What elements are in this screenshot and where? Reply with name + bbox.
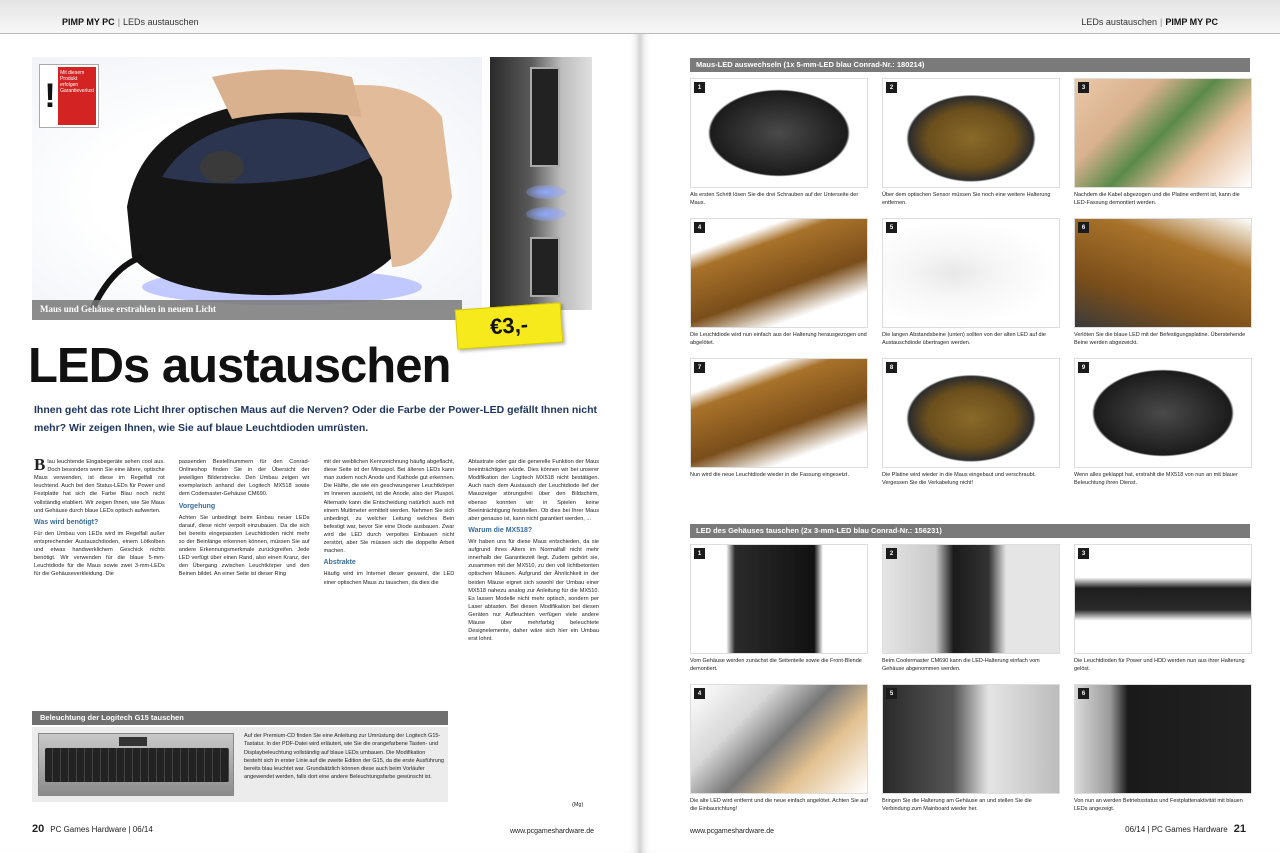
body-column-4 (468, 458, 599, 803)
topic-label: LEDs austauschen (123, 17, 199, 27)
step-number: 5 (886, 222, 897, 233)
step-card (882, 684, 1060, 824)
step-card (1074, 78, 1252, 218)
infobox-text: Auf der Premium-CD finden Sie eine Anleitung zur Umrüstung der Logitech G15-Tastatur. In der PDF-Datei wird erläutert, wie Sie die orangefarbene Tasten- und Displaybeleuchtung vollständig auf blaue LEDs umbauen. Die Modifikation besteht sich in erster Linie auf die zweite Edition der G15, da die erste Ausführung bereits blau leuchtet war. Grundsätzlich können diese auch beim Vorläufer angewendet werden, falls dort eine andere Beleuchtungsfarbe gewünscht ist. (244, 733, 444, 781)
step-number: 3 (1078, 548, 1089, 559)
drive-bay (530, 67, 560, 167)
blue-led-glow (526, 207, 566, 221)
body-text: Wir haben uns für diese Maus entschieden, da sie aufgrund ihres Alters im Normalfall nicht mehr innerhalb der Garantiezeit liegt. Zudem gehört sie, zusammen mit der MX510, zu den voll lichtbetonten optischen Mäusen. Aufgrund der Ähnlichkeit in der beiden Mäuse eignet sich sowohl der Umbau einer MX518 nahezu analog zur Anleitung für die MX510. Es lassen Modelle nicht mehr optisch, sondern per Laser abtasten. Bei diesen Modifikation bei diesen Geräten nur Aufleuchten verfügen viele andere Mäuse über mehrfarbig beleuchtete Designelemente, daher wäre sich hier ein Umbau erst lohnt. (468, 539, 599, 643)
step-caption: Wenn alles geklappt hat, erstrahlt die MX518 von nun an mit blauer Beleuchtung ihren Dienst. (1074, 472, 1238, 486)
step-photo (1074, 218, 1252, 328)
step-photo (882, 78, 1060, 188)
step-photo (690, 684, 868, 794)
step-photo (1074, 684, 1252, 794)
step-caption: Nun wird die neue Leuchtdiode wieder in die Fassung eingesetzt. (690, 472, 849, 478)
keyboard-keys (45, 748, 229, 782)
step-number: 3 (1078, 82, 1089, 93)
step-photo (882, 218, 1060, 328)
subheading: Was wird benötigt? (34, 518, 99, 526)
body-text: Häufig wird im Internet dieser gewarnt, die LED einer optischen Maus zu tauschen, da dies die (323, 571, 455, 586)
body-text: lau leuchtende Eingabegeräte sehen cool aus. Doch besonders wenn Sie eine ältere, optische Maus verwenden, ist diese im Regelfall rot leuchtend. Auch bei den Status-LEDs für Power und Festplatte hat sich die Farbe Blau noch nicht vollständig etabliert. Wir zeigen Ihnen, wie Sie Maus und Gehäuse durch blaue LEDs optisch aufwerten. (34, 459, 165, 514)
step-photo (690, 78, 868, 188)
step-photo (690, 544, 868, 654)
case-steps (690, 544, 1252, 824)
step-number: 1 (694, 548, 705, 559)
step-caption: Beim Coolermaster CM690 kann die LED-Halterung einfach vom Gehäuse abgenommen werden. (882, 658, 1040, 672)
left-running-head: PIMP MY PC | LEDs austauschen (62, 17, 199, 27)
step-number: 2 (886, 82, 897, 93)
right-url: www.pcgameshardware.de (690, 828, 775, 835)
right-running-head: LEDs austauschen | PIMP MY PC (1081, 17, 1218, 27)
step-number: 4 (694, 688, 705, 699)
step-caption: Die Leuchtdioden für Power und HDD werden nun aus ihrer Halterung gelöst. (1074, 658, 1245, 672)
article-title: LEDs austauschen (28, 339, 451, 393)
warning-icon (40, 65, 98, 127)
step-photo (1074, 358, 1252, 468)
step-caption: Nachdem die Kabel abgezogen und die Platine entfernt ist, kann die LED-Fassung demontiert werden. (1074, 192, 1240, 206)
step-card (1074, 218, 1252, 358)
hero-caption: Maus und Gehäuse erstrahlen in neuem Licht (32, 300, 462, 320)
section-label: PIMP MY PC (1165, 17, 1218, 27)
infobox-title: Beleuchtung der Logitech G15 tauschen (32, 711, 448, 725)
drop-cap: B (34, 458, 46, 474)
step-card (690, 358, 868, 498)
subheading: Vorgehung (178, 502, 216, 510)
step-photo (690, 218, 868, 328)
body-text: passenden Bestellnummern für den Conrad-Onlineshop finden Sie in der Übersicht der jeweiligen Bilderstrecke. Den Umbau zeigen wir exemplarisch anhand der Logitech MX518 sowie dem Codemaster-Gehäuse CM690. (178, 459, 310, 498)
exclamation-icon: ! (42, 67, 58, 125)
step-card (882, 78, 1060, 218)
mouse-steps (690, 78, 1252, 498)
mouse-photo (32, 57, 482, 310)
step-card (690, 544, 868, 684)
step-photo (690, 358, 868, 468)
infobox (32, 727, 448, 802)
step-card (1074, 684, 1252, 824)
step-card (1074, 358, 1252, 498)
left-url: www.pcgameshardware.de (510, 828, 595, 835)
article-lead: Ihnen geht das rote Licht Ihrer optischen Maus auf die Nerven? Oder die Farbe der Power-LED gefällt Ihnen nicht mehr? Wir zeigen Ihnen, wie Sie auf blaue Leuchtdioden umrüsten. (34, 404, 598, 435)
blue-led-glow (526, 185, 566, 199)
step-card (882, 544, 1060, 684)
step-card (882, 218, 1060, 358)
step-photo (882, 544, 1060, 654)
right-page (640, 0, 1280, 853)
usb-port (530, 237, 560, 297)
body-text: mit der weiblichen Kennzeichnung häufig abgeflacht, diese Seite ist der Minuspol. Bei älteren LEDs kann man zudem noch Anode und Kathode gut erkennen. Die Hälfte, die wie ein geschwungener Leuchtkörper im Inneren aussieht, ist die Anode, also der Pluspol. Alternativ kann die Entscheidung natürlich auch mit einem Multimeter ermittelt werden. Nehmen Sie sich unbedingt, zu welcher Leitung welches Bein befestigt war, bevor Sie eine Diode ausbauen. Zwar wird die LED durch verpoltes Einbauen nicht zerstört, aber Sie müssen sich die doppelte Arbeit machen. (323, 459, 455, 555)
body-columns (34, 458, 599, 698)
step-photo (1074, 78, 1252, 188)
case-front-photo (490, 57, 592, 310)
subheading: Abstrakte (323, 559, 356, 567)
right-folio (1125, 823, 1246, 835)
warning-text: Mit diesem Produkt erfolgen Garantieverlust (60, 70, 94, 94)
step-caption: Die alte LED wird entfernt und die neue einfach angelötet. Achten Sie auf die Einbaurichtung! (690, 798, 868, 812)
step-number: 9 (1078, 362, 1089, 373)
price-tag: €3,- (455, 302, 564, 349)
step-number: 4 (694, 222, 705, 233)
magazine-label: PC Games Hardware | 06/14 (50, 825, 153, 834)
step-caption: Die Platine wird wieder in die Maus eingebaut und verschraubt. Vergessen Sie die Verkabelung nicht! (882, 472, 1036, 486)
mouse-illustration (32, 57, 482, 310)
step-number: 7 (694, 362, 705, 373)
step-photo (882, 684, 1060, 794)
step-number: 1 (694, 82, 705, 93)
topic-label: LEDs austauschen (1081, 17, 1157, 27)
keyboard-photo (38, 733, 234, 796)
step-photo (882, 358, 1060, 468)
hero-image (32, 57, 592, 310)
body-text: Abtastrate oder gar die generelle Funktion der Maus beeinträchtigen würde. Dies können wir bei unserer Modifikation der Logitech MX518 nicht bestätigen. Auch nach dem Austausch der Leuchtdiode lief der Mauszeiger störungsfrei über den Bildschirm, ebenso konnten wir in Spielen keine Beeinträchtigung feststellen. Ob dies bei Ihrer Maus aber genauso ist, kann nicht garantiert werden, ... (468, 459, 599, 522)
step-card (690, 78, 868, 218)
page-number: 20 (32, 823, 45, 835)
subheading: Warum die MX518? (468, 526, 533, 534)
step-caption: Bringen Sie die Halterung am Gehäuse an und stellen Sie die Verbindung zum Mainboard wieder her. (882, 798, 1032, 812)
left-folio (32, 823, 153, 835)
step-photo (1074, 544, 1252, 654)
step-card (690, 218, 868, 358)
step-caption: Über dem optischen Sensor müssen Sie noch eine weitere Halterung entfernen. (882, 192, 1051, 206)
step-caption: Vom Gehäuse werden zunächst die Seitenteile sowie die Front-Blende demontiert. (690, 658, 862, 672)
step-caption: Die langen Abstandsbeine (unten) sollten von der alten LED auf die Austauschdiode übertragen werden. (882, 332, 1046, 346)
step-number: 6 (1078, 222, 1089, 233)
section-bar-case: LED des Gehäuses tauschen (2x 3-mm-LED blau Conrad-Nr.: 156231) (690, 524, 1250, 538)
step-caption: Die Leuchtdiode wird nun einfach aus der Halterung herausgezogen und abgelötet. (690, 332, 867, 346)
step-caption: Von nun an werden Betriebsstatus und Festplattenaktivität mit blauen LEDs angezeigt. (1074, 798, 1243, 812)
step-caption: Als ersten Schritt lösen Sie die drei Schrauben auf der Unterseite der Maus. (690, 192, 859, 206)
step-card (1074, 544, 1252, 684)
author-mark: (Mg) (572, 802, 584, 808)
step-caption: Verlöten Sie die blaue LED mit der Befestigungsplatine. Überstehende Beine werden abgezwickt. (1074, 332, 1246, 346)
section-bar-mouse: Maus-LED auswechseln (1x 5-mm-LED blau Conrad-Nr.: 180214) (690, 58, 1250, 72)
step-number: 2 (886, 548, 897, 559)
body-text: Achten Sie unbedingt beim Einbau neuer LEDs darauf, diese nicht verpolt einzubauen. Da die sich bei bereits eingepassten Leuchtdioden nicht mehr so der Beinlänge erkennen können, müssen Sie auf andere Erkennungsmerkmale zurückgreifen. Jede LED verfügt über einen Rand, also einen Kranz, der den Übergang zwischen Leuchtkörper und den Beinen bildet. An einer Seite ist dieser Ring (178, 514, 310, 578)
magazine-label: 06/14 | PC Games Hardware (1125, 825, 1228, 834)
step-card (882, 358, 1060, 498)
page-number: 21 (1233, 823, 1246, 835)
step-number: 6 (1078, 688, 1089, 699)
step-number: 8 (886, 362, 897, 373)
keyboard-display (119, 737, 147, 746)
step-card (690, 684, 868, 824)
section-label: PIMP MY PC (62, 17, 115, 27)
body-text: Für den Umbau von LEDs wird im Regelfall außer entsprechender Austauschdioden, einem Lötkolben und etwas handwerklichem Geschick nichts benötigt. Wir verwenden für die blaue 5-mm-Leuchtdiode für die Maus sowie zwei 3-mm-LEDs für die Gehäuseverkleidung. Die (34, 530, 165, 578)
step-number: 5 (886, 688, 897, 699)
